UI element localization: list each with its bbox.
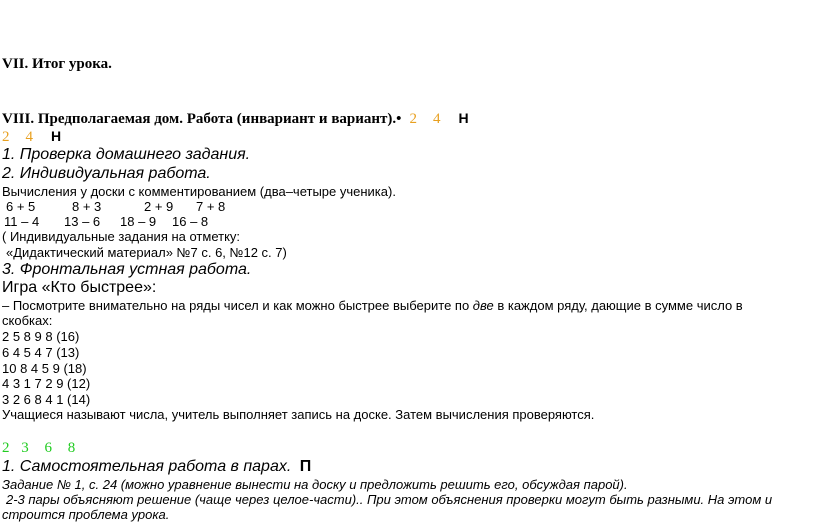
number-row: 10 8 4 5 9 (18) xyxy=(2,361,87,376)
game-instruction xyxy=(2,298,743,313)
instruction-text-2: в каждом ряду, дающие в сумме число в xyxy=(493,298,743,313)
pair-work-letter: П xyxy=(299,458,312,475)
calc-intro: Вычисления у доски с комментированием (два–четыре ученика). xyxy=(2,184,396,199)
homework-title: VIII. Предполагаемая дом. Работа (инвариант и вариант). xyxy=(2,111,397,127)
calc-expr: 2 + 9 xyxy=(144,199,174,214)
orange-letter: Н xyxy=(51,128,62,144)
number-row: 3 2 6 8 4 1 (14) xyxy=(2,392,91,407)
homework-letter: Н xyxy=(458,110,469,126)
item-homework-check: 1. Проверка домашнего задания. xyxy=(2,146,251,163)
section-heading-homework xyxy=(2,110,469,128)
game-label: Игра «Кто быстрее» xyxy=(2,279,152,296)
homework-num-2: 4 xyxy=(432,111,441,127)
number-row: 2 5 8 9 8 (16) xyxy=(2,329,80,344)
green-num: 3 xyxy=(21,440,29,456)
instruction-emphasis: две xyxy=(472,298,494,313)
calc-row-1 xyxy=(6,199,225,214)
item-frontal-oral-work: 3. Фронтальная устная работа. xyxy=(2,261,252,278)
bullet-mark: • xyxy=(396,111,402,127)
green-num: 2 xyxy=(2,440,10,456)
homework-num-1: 2 xyxy=(409,111,417,127)
calc-expr: 11 – 4 xyxy=(4,214,40,229)
calc-expr: 8 + 3 xyxy=(72,199,102,214)
calc-expr: 16 – 8 xyxy=(172,214,209,229)
individual-tasks-note: ( Индивидуальные задания на отметку: xyxy=(2,229,241,244)
green-marks-row xyxy=(2,440,75,457)
green-num: 8 xyxy=(67,440,76,456)
number-row: 6 4 5 4 7 (13) xyxy=(2,345,80,360)
calc-expr: 13 – 6 xyxy=(64,214,101,229)
orange-num-1: 2 xyxy=(2,129,10,145)
students-note: Учащиеся называют числа, учитель выполняет запись на доске. Затем вычисления проверяются. xyxy=(2,407,595,422)
task-line: Задание № 1, с. 24 (можно уравнение вынести на доску и предложить решить его, обсуждая парой). xyxy=(2,477,628,492)
pair-work-title: 1. Самостоятельная работа в парах. xyxy=(2,458,292,475)
calc-expr: 6 + 5 xyxy=(6,199,36,214)
orange-num-2: 4 xyxy=(25,129,33,145)
calc-expr: 7 + 8 xyxy=(196,199,226,214)
pair-work-heading xyxy=(2,458,311,476)
orange-marks-row xyxy=(2,128,61,146)
didactic-material-ref: «Дидактический материал» №7 с. 6, №12 с. 7) xyxy=(6,245,287,260)
calc-row-2 xyxy=(4,214,208,229)
section-heading-summary: VII. Итог урока. xyxy=(2,56,112,72)
item-individual-work: 2. Индивидуальная работа. xyxy=(2,165,211,182)
instruction-continuation: скобках: xyxy=(2,313,53,328)
game-colon: : xyxy=(151,279,157,296)
calc-expr: 18 – 9 xyxy=(120,214,157,229)
pairs-explanation-cont: строится проблема урока. xyxy=(2,507,170,522)
game-title xyxy=(2,279,156,297)
pairs-explanation: 2-3 пары объясняют решение (чаще через целое-части).. При этом объяснения проверки могут быть разными. На этом и xyxy=(6,492,773,507)
green-num: 6 xyxy=(44,440,52,456)
instruction-text: – Посмотрите внимательно на ряды чисел и как можно быстрее выберите по xyxy=(2,298,473,313)
number-row: 4 3 1 7 2 9 (12) xyxy=(2,376,91,391)
